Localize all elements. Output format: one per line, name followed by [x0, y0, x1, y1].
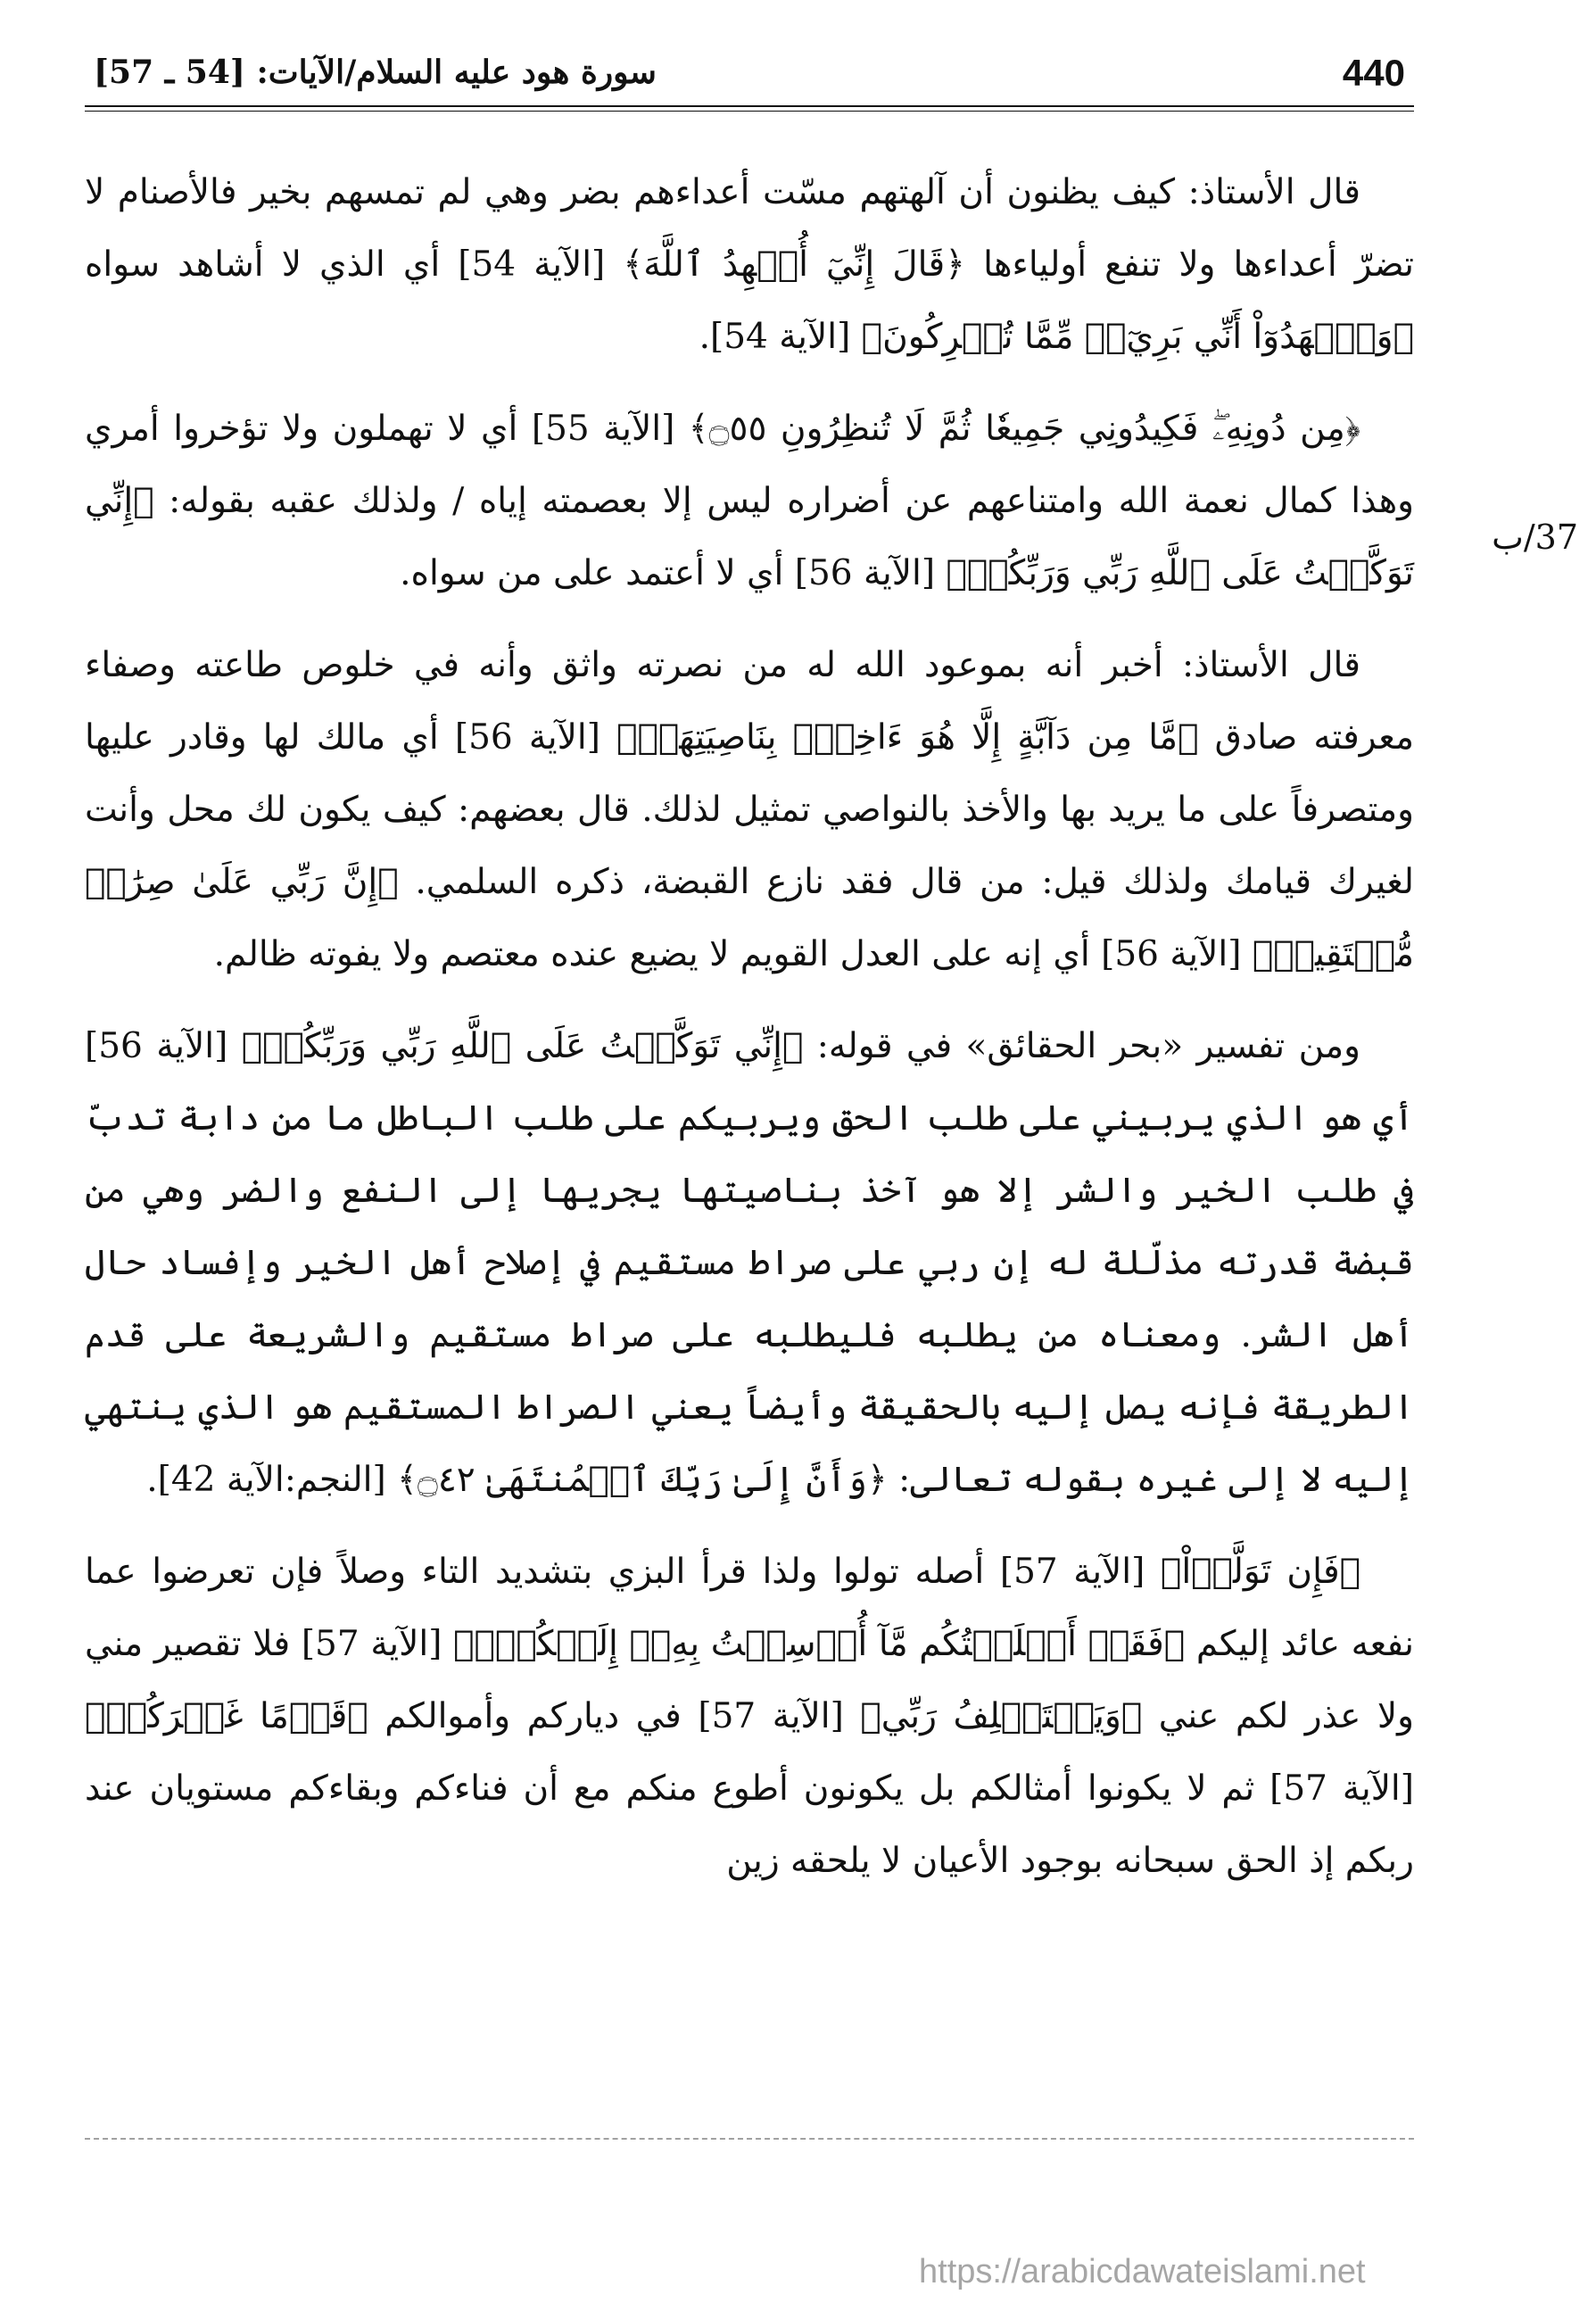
header-rule: [85, 105, 1414, 107]
running-title: سورة هود عليه السلام/الآيات: [54 ـ 57]: [94, 54, 657, 91]
paragraph-3: قال الأستاذ: أخبر أنه بموعود الله له من نصرته واثق وأنه في خلوص طاعته وصفاء معرفته صادق ﴿مَّا مِن دَآبَّةٍ إِلَّا هُوَ ءَاخِذُۢ بِنَاصِيَتِهَآۚ﴾ [الآية 56] أي مالك لها وقادر عليها ومتصرفاً على ما يريد بها والأخذ بالنواصي تمثيل لذلك. قال بعضهم: كيف يكون لك محل وأنت لغيرك قيامك ولذلك قيل: من قال فقد نازع القبضة، ذكره السلمي. ﴿إِنَّ رَبِّي عَلَىٰ صِرَٰطٖ مُّسۡتَقِيمٖ﴾ [الآية 56] أي إنه على العدل القويم لا يضيع عنده معتصم ولا يفوته ظالم.: [85, 645, 1414, 974]
paragraph-5: ﴿فَإِن تَوَلَّوۡاْ﴾ [الآية 57] أصله تولوا ولذا قرأ البزي بتشديد التاء وصلاً فإن تعرضوا عما نفعه عائد إليكم ﴿فَقَدۡ أَبۡلَغۡتُكُم مَّآ أُرۡسِلۡتُ بِهِۦٓ إِلَيۡكُمۡۚ﴾ [الآية 57] فلا تقصير مني ولا عذر لكم عني ﴿وَيَسۡتَخۡلِفُ رَبِّي﴾ [الآية 57] في دياركم وأموالكم ﴿قَوۡمًا غَيۡرَكُمۡ﴾ [الآية 57] ثم لا يكونوا أمثالكم بل يكونون أطوع منكم مع أن فناءكم وبقاءكم مستويان عند ربكم إذ الحق سبحانه بوجود الأعيان لا يلحقه زين: [85, 1552, 1414, 1881]
paragraph-1: قال الأستاذ: كيف يظنون أن آلهتهم مسّت أعداءهم بضر وهي لم تمسهم بخير فالأصنام لا تضرّ أعداءها ولا تنفع أولياءها ﴿قَالَ إِنِّيٓ أُشۡهِدُ ٱللَّهَ﴾ [الآية 54] أي الذي لا أشاهد سواه ﴿وَٱشۡهَدُوٓاْ أَنِّي بَرِيٓءٞ مِّمَّا تُشۡرِكُونَ﴾ [الآية 54].: [85, 172, 1414, 357]
manuscript-folio-note: 37/ب: [1492, 518, 1578, 557]
paragraph-4: ومن تفسير «بحر الحقائق» في قوله: ﴿إِنِّي تَوَكَّلۡتُ عَلَى ٱللَّهِ رَبِّي وَرَبِّكُمۚ﴾ [الآية 56] أي هو الذي يربيني على طلب الحق ويربيكم على طلب الباطل ما من دابة تدبّ في طلب الخير والشر إلا هو آخذ بناصيتها يجريها إلى النفع والضر وهي من قبضة قدرته مذلّلة له إن ربي على صراط مستقيم في إصلاح أهل الخير وإفساد حال أهل الشر. ومعناه من يطلبه فليطلبه على صراط مستقيم والشريعة على قدم الطريقة فإنه يصل إليه بالحقيقة وأيضاً يعني الصراط المستقيم هو الذي ينتهي إليه لا إلى غيره بقوله تعالى: ﴿وَأَنَّ إِلَىٰ رَبِّكَ ٱلۡمُنتَهَىٰ ۝٤٢﴾ [النجم:الآية 42].: [85, 1026, 1414, 1500]
header-rule-thin: [85, 111, 1414, 112]
page-number: 440: [1342, 52, 1405, 94]
watermark-url: https://arabicdawateislami.net: [919, 2253, 1366, 2290]
scan-artifact-line: [85, 2138, 1414, 2140]
body-text: [85, 156, 1414, 1909]
paragraph-2: ﴿مِن دُونِهِۦۖ فَكِيدُونِي جَمِيعٗا ثُمَّ لَا تُنظِرُونِ ۝٥٥﴾ [الآية 55] أي لا تهملون ولا تؤخروا أمري وهذا كمال نعمة الله وامتناعهم عن أضراره ليس إلا بعصمته إياه / ولذلك عقبه بقوله: ﴿إِنِّي تَوَكَّلۡتُ عَلَى ٱللَّهِ رَبِّي وَرَبِّكُمۚ﴾ [الآية 56] أي لا أعتمد على من سواه.: [85, 409, 1414, 593]
running-header: [85, 52, 1414, 105]
